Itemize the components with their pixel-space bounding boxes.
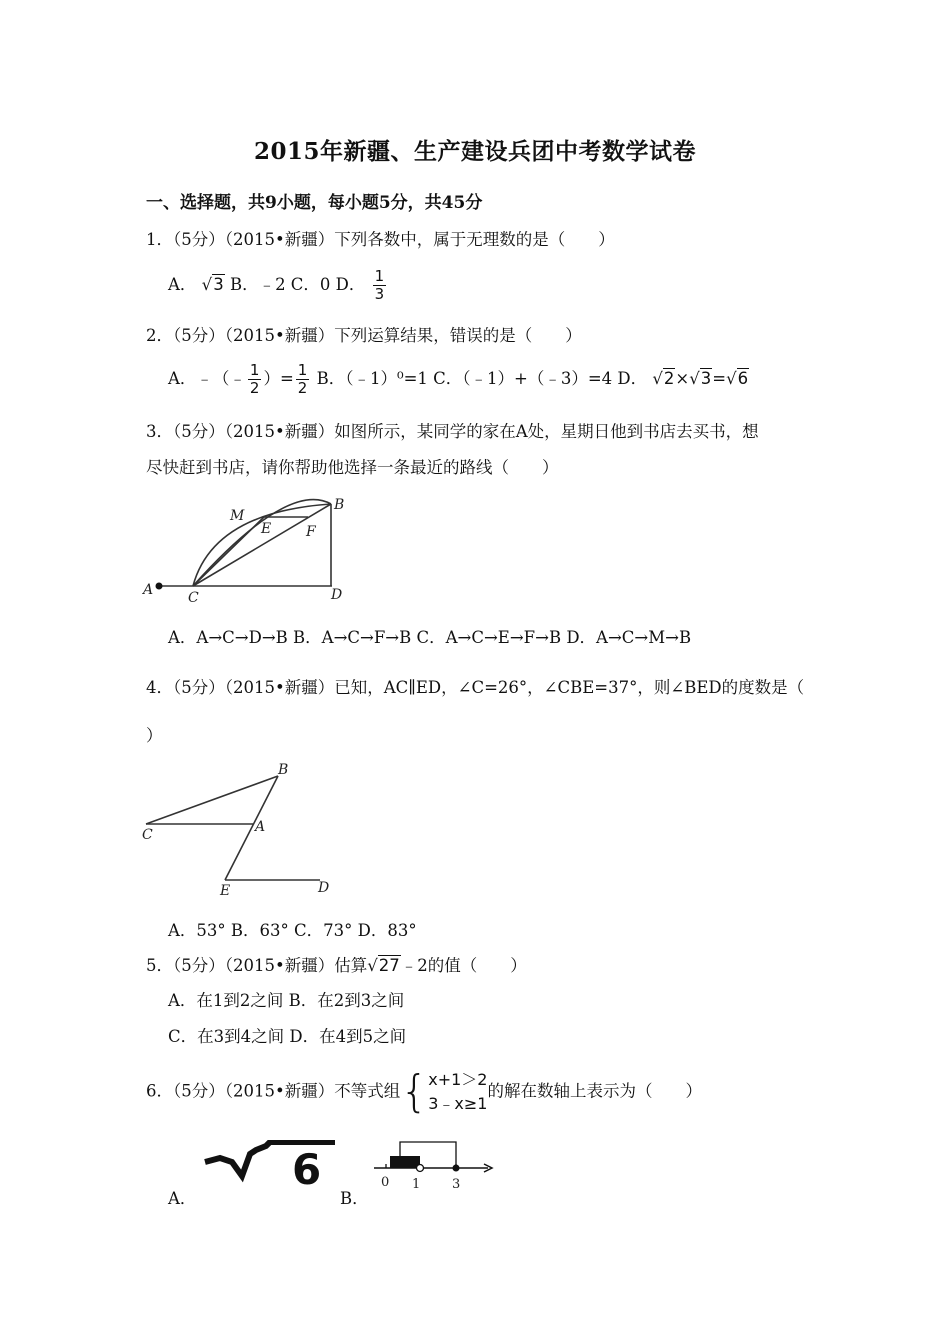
closed-point xyxy=(453,1165,460,1172)
label-e: E xyxy=(220,883,231,899)
q6-b-label: B． xyxy=(340,1189,369,1208)
q1-d-num: 1 xyxy=(374,267,385,285)
q2-a-pre: A．﹣（﹣ xyxy=(168,369,246,388)
label-d: D xyxy=(331,587,343,603)
sqrt-symbol: √27 xyxy=(367,956,400,975)
q5-stem-pre: 5．（5分）（2015•新疆）估算 xyxy=(146,956,368,975)
q2-a-mid: ）= xyxy=(263,369,294,388)
q3-stem-line1: 3．（5分）（2015•新疆）如图所示，某同学的家在A处，星期日他到书店去买书，想 xyxy=(146,422,759,441)
q2-a-den1: 2 xyxy=(249,379,260,397)
sqrt-symbol: √3 xyxy=(201,275,224,294)
tick-label-3: 3 xyxy=(452,1177,461,1192)
label-c: C xyxy=(142,827,153,843)
label-b: B xyxy=(278,762,289,778)
q2-d-r2: 3 xyxy=(700,369,712,388)
q2-options xyxy=(168,362,749,397)
label-d: D xyxy=(318,880,330,896)
q2-d-eq: = xyxy=(712,369,727,388)
brace-icon: { xyxy=(400,1066,429,1117)
ineq-2: 3﹣x≥1 xyxy=(428,1094,488,1113)
q1-d-fraction xyxy=(373,268,387,303)
point-a xyxy=(156,583,163,590)
q1-stem: 1．（5分）（2015•新疆）下列各数中，属于无理数的是（ ） xyxy=(146,230,615,249)
q2-a-frac1 xyxy=(248,362,262,397)
q2-a-frac2 xyxy=(296,362,310,397)
section-heading: 一、选择题，共9小题，每小题5分，共45分 xyxy=(146,193,483,213)
sqrt-symbol: √2 xyxy=(652,369,675,388)
q2-a-den2: 2 xyxy=(297,379,308,397)
line-cb xyxy=(146,776,278,824)
q5-stem-post: ﹣2的值（ ） xyxy=(400,956,527,975)
sqrt-symbol: √3 xyxy=(689,369,712,388)
q6-stem xyxy=(146,1068,702,1116)
inequality-system xyxy=(400,1068,487,1116)
line-ce xyxy=(193,517,264,586)
label-a: A xyxy=(255,819,266,835)
label-b: B xyxy=(334,497,345,513)
q6-stem-post: 的解在数轴上表示为（ ） xyxy=(487,1081,702,1101)
q6-b-number-line xyxy=(372,1138,497,1193)
q3-options: A．A→C→D→B B．A→C→F→B C．A→C→E→F→B D．A→C→M→B xyxy=(168,628,692,647)
q6-stem-pre: 6．（5分）（2015•新疆）不等式组 xyxy=(146,1081,401,1101)
q1-options xyxy=(168,268,388,303)
q2-d-r1: 2 xyxy=(663,369,675,388)
q2-d-times: × xyxy=(675,369,690,388)
shaded-region xyxy=(390,1156,420,1168)
label-c: C xyxy=(188,590,199,605)
q2-a-num1: 1 xyxy=(249,361,260,379)
q3-route-figure xyxy=(138,490,358,605)
label-e: E xyxy=(261,521,272,537)
q5-options-cd: C．在3到4之间 D．在4到5之间 xyxy=(168,1027,407,1046)
label-f: F xyxy=(306,524,316,540)
tick-label-0: 0 xyxy=(381,1175,390,1190)
q5-stem xyxy=(146,952,527,976)
q2-d-r3: 6 xyxy=(737,369,749,388)
q1-a-label: A． xyxy=(168,275,197,294)
q1-b-to-d: B．﹣2 C．0 D． xyxy=(229,275,366,294)
q5-radicand: 27 xyxy=(378,956,400,975)
tick-label-1: 1 xyxy=(412,1177,421,1192)
q4-options: A．53° B．63° C．73° D．83° xyxy=(168,921,417,940)
q4-stem-line2: ） xyxy=(146,726,163,745)
q1-d-den: 3 xyxy=(374,285,385,303)
q3-stem-line2: 尽快赶到书店，请你帮助他选择一条最近的路线（ ） xyxy=(146,458,559,477)
label-a: A xyxy=(143,582,154,598)
q2-b-to-d: B．（﹣1）⁰=1 C．（﹣1）+（﹣3）=4 D． xyxy=(316,369,648,388)
q5-options-ab: A．在1到2之间 B．在2到3之间 xyxy=(168,991,405,1010)
q2-a-num2: 1 xyxy=(297,361,308,379)
open-point xyxy=(417,1165,424,1172)
page-title: 2015年新疆、生产建设兵团中考数学试卷 xyxy=(253,138,696,165)
label-m: M xyxy=(230,508,245,524)
q4-parallel-figure xyxy=(138,757,338,902)
inequality-rows xyxy=(428,1068,487,1116)
q2-stem: 2．（5分）（2015•新疆）下列运算结果，错误的是（ ） xyxy=(146,326,582,345)
q1-a-radicand: 3 xyxy=(213,275,224,294)
q4-stem-line1: 4．（5分）（2015•新疆）已知，AC∥ED，∠C=26°，∠CBE=37°，则∠BED的度数是（ xyxy=(146,678,805,697)
q6-a-glyph: 6 xyxy=(292,1145,322,1190)
sqrt-symbol: √6 xyxy=(726,369,749,388)
q6-a-sqrt-image xyxy=(200,1140,340,1190)
q6-a-label: A． xyxy=(168,1189,197,1208)
ineq-1: x+1＞2 xyxy=(428,1070,488,1089)
